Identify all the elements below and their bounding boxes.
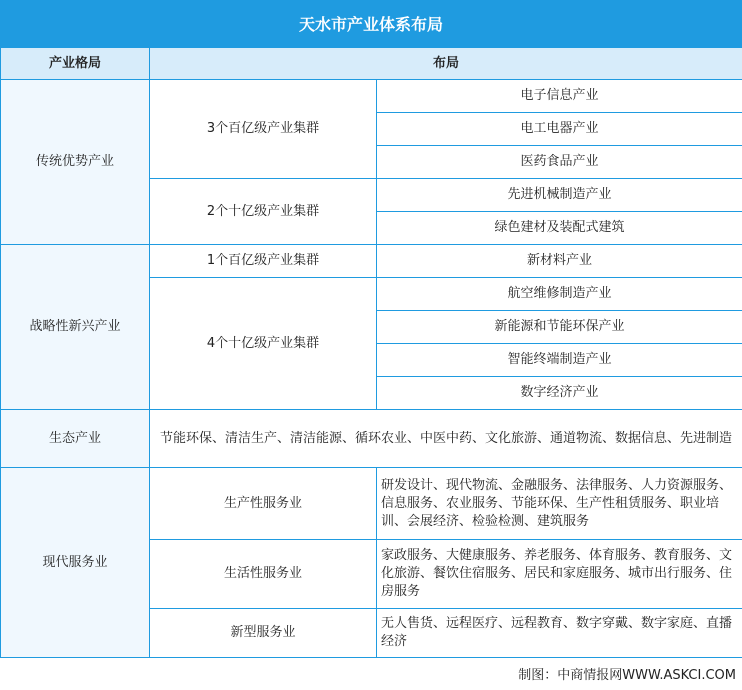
- industry-item: 数字经济产业: [377, 377, 742, 410]
- header-pattern: 产业格局: [1, 48, 150, 80]
- service-content: 研发设计、现代物流、金融服务、法律服务、人力资源服务、信息服务、农业服务、节能环保、生产性租赁服务、职业培训、会展经济、检验检测、建筑服务: [377, 468, 742, 540]
- category-eco: 生态产业: [1, 410, 150, 468]
- category-emerging: 战略性新兴产业: [1, 245, 150, 410]
- service-content: 家政服务、大健康服务、养老服务、体育服务、教育服务、文化旅游、餐饮住宿服务、居民和家庭服务、城市出行服务、住房服务: [377, 540, 742, 609]
- industry-item: 新能源和节能环保产业: [377, 311, 742, 344]
- service-type-new: 新型服务业: [150, 609, 377, 658]
- source-credit: 制图：中商情报网WWW.ASKCI.COM: [518, 668, 736, 683]
- industry-item: 智能终端制造产业: [377, 344, 742, 377]
- industry-item: 电子信息产业: [377, 80, 742, 113]
- industry-item: 绿色建材及装配式建筑: [377, 212, 742, 245]
- eco-content: 节能环保、清洁生产、清洁能源、循环农业、中医中药、文化旅游、通道物流、数据信息、先进制造: [150, 410, 742, 468]
- cluster-emerging-100b: 1个百亿级产业集群: [150, 245, 377, 278]
- service-type-productive: 生产性服务业: [150, 468, 377, 540]
- service-content: 无人售货、远程医疗、远程教育、数字穿戴、数字家庭、直播经济: [377, 609, 742, 658]
- cluster-emerging-1b: 4个十亿级产业集群: [150, 278, 377, 410]
- category-modern: 现代服务业: [1, 468, 150, 658]
- industry-item: 航空维修制造产业: [377, 278, 742, 311]
- page-title: 天水市产业体系布局: [0, 0, 742, 47]
- cluster-traditional-100b: 3个百亿级产业集群: [150, 80, 377, 179]
- industry-layout-table: [0, 47, 742, 658]
- industry-item: 先进机械制造产业: [377, 179, 742, 212]
- industry-item: 医药食品产业: [377, 146, 742, 179]
- category-traditional: 传统优势产业: [1, 80, 150, 245]
- service-type-living: 生活性服务业: [150, 540, 377, 609]
- cluster-traditional-1b: 2个十亿级产业集群: [150, 179, 377, 245]
- industry-item: 新材料产业: [377, 245, 742, 278]
- industry-item: 电工电器产业: [377, 113, 742, 146]
- header-layout: 布局: [150, 48, 742, 80]
